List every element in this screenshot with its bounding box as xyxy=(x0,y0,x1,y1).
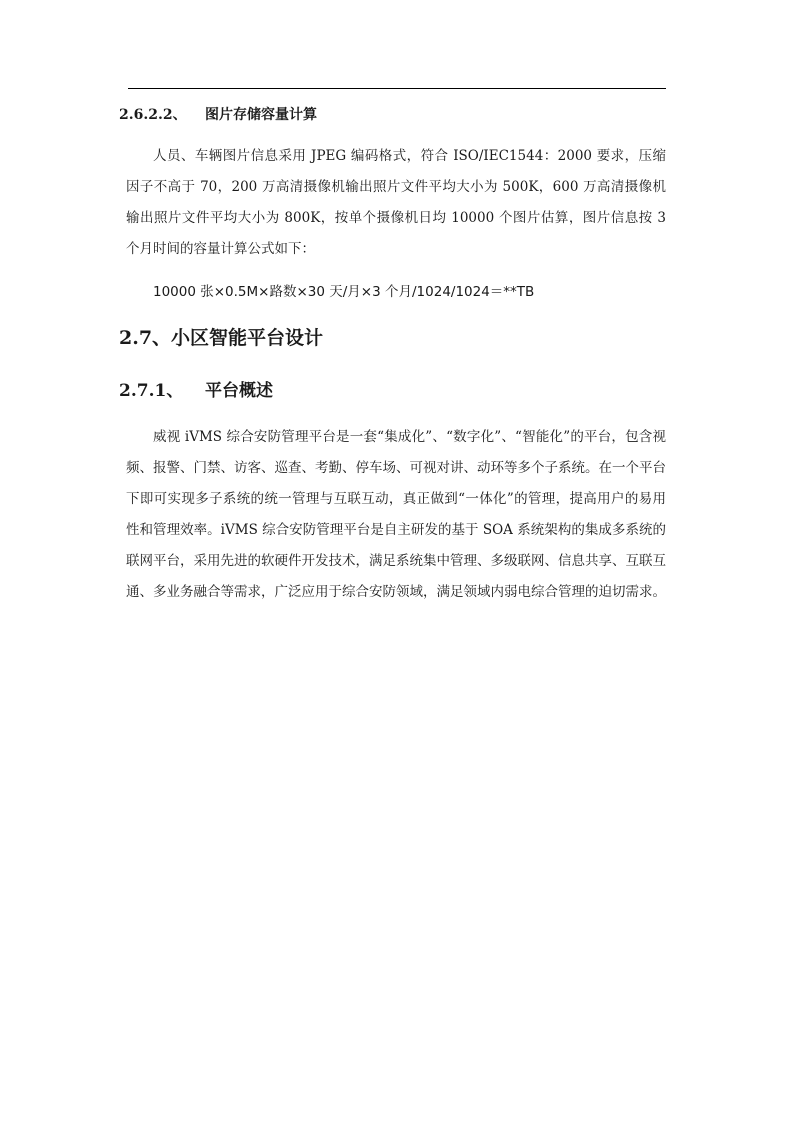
section-heading-2-6-2-2 xyxy=(119,104,317,124)
section-heading-2-7-1 xyxy=(119,376,273,401)
capacity-formula: 10000 张×0.5M×路数×30 天/月×3 个月/1024/1024＝**TB xyxy=(153,284,535,300)
section-heading-2-7: 2.7、小区智能平台设计 xyxy=(119,327,324,349)
header-rule xyxy=(128,88,666,89)
section-number: 2.6.2.2、 xyxy=(119,107,187,123)
paragraph-text: 威视 iVMS 综合安防管理平台是一套“集成化”、“数字化”、“智能化”的平台，包含视频、报警、门禁、访客、巡查、考勤、停车场、可视对讲、动环等多个子系统。在一个平台下即可实现多子系统的统一管理与互联互动，真正做到“一体化”的管理，提高用户的易用性和管理效率。iVMS 综合安防管理平台是自主研发的基于 SOA 系统架构的集成多系统的联网平台，采用先进的软硬件开发技术，满足系统集中管理、多级联网、信息共享、互联互通、多业务融合等需求，广泛应用于综合安防领域，满足领域内弱电综合管理的迫切需求。 xyxy=(126,429,666,600)
section-number: 2.7.1、 xyxy=(119,381,184,401)
section-title: 平台概述 xyxy=(205,381,273,401)
section-title: 图片存储容量计算 xyxy=(205,107,317,123)
paragraph-text: 人员、车辆图片信息采用 JPEG 编码格式，符合 ISO/IEC1544：2000 要求，压缩因子不高于 70，200 万高清摄像机输出照片文件平均大小为 500K，600 万高清摄像机输出照片文件平均大小为 800K，按单个摄像机日均 10000 个图片估算，图片信息按 3 个月时间的容量计算公式如下： xyxy=(126,148,666,257)
paragraph-image-storage xyxy=(126,141,666,265)
paragraph-platform-overview xyxy=(126,422,666,608)
